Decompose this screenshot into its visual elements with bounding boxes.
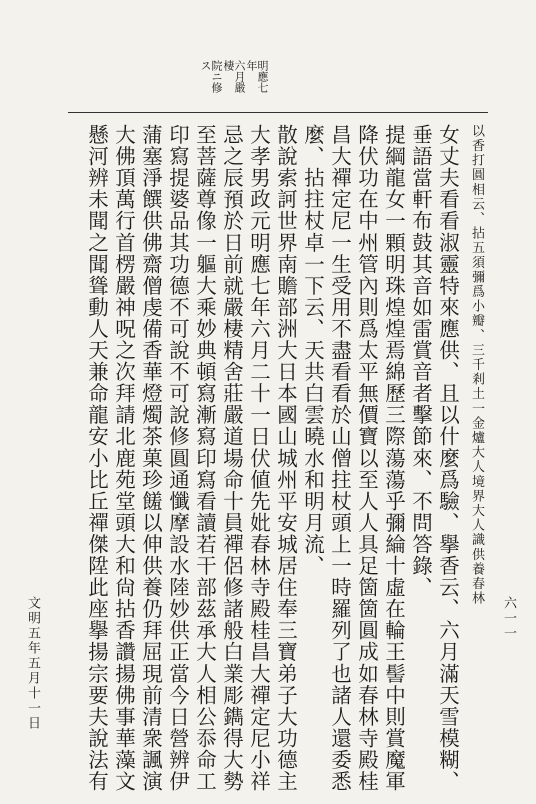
header-note-line: 六月嚴棲: [222, 60, 246, 93]
text-column: 女丈夫看看淑靈特來應供、且以什麼爲驗、擧香云、六月滿天雪模糊、: [435, 124, 460, 793]
text-column: 大孝男政元明應七年六月二十一日伏値先妣春林寺殿桂昌大禪定尼小祥: [246, 124, 271, 793]
header-note: [199, 60, 269, 100]
page-number: 六一一: [501, 596, 516, 641]
text-column: 蒲塞淨饌供佛齋僧虔備香華燈燭茶菓珍饈以伸供養仍拜屈現前清衆諷演: [138, 124, 163, 793]
text-column: 忌之辰預於日前就嚴棲精舍莊嚴道場命十員禪侶修諸般白業彫鐫得大勢: [219, 124, 244, 793]
text-column: 昌大禪定尼一生受用不盡看看於山僧拄杖頭上一時羅列了也諸人還委悉: [327, 124, 352, 793]
text-column: 提綱龍女一顆明珠煌煌焉綿歷三際蕩蕩乎彌綸十虛在輪王髻中則賞魔軍: [381, 124, 406, 793]
text-column: 垂語當軒布鼓其音如雷賞音者擊節來、不問答錄、: [408, 124, 433, 599]
text-column: 散說索訶世界南贍部洲大日本國山城州平安城居住奉三寶弟子大功德主: [273, 124, 298, 793]
text-column: 印寫提婆品其功德不可說不可說修圓通懺摩設水陸妙供正當今日營辨伊: [165, 124, 190, 793]
header-note-line: 院ニ修ス: [199, 60, 223, 93]
header-note-line: 明應七年: [245, 60, 269, 93]
text-column: 降伏功在中州管內則爲太平無價寶以至人人具足箇箇圓成如春林寺殿桂: [354, 124, 379, 793]
text-column: 以香打圓相云、拈五須彌爲小瓣、三千剎土一金爐大人境界大人識供養春林: [469, 124, 484, 606]
top-rule: [68, 112, 488, 113]
text-column: 懸河辨未聞之聞聳動人天兼命龍安小比丘禪傑陞此座擧揚宗要夫說法有: [84, 124, 109, 793]
text-column: 大佛頂萬行首楞嚴神呪之次拜請北鹿苑堂頭大和尙拈香讚揚佛事華藻文: [111, 124, 136, 793]
text-column: 麼、拈拄杖卓一下云、天共白雲曉水和明月流、: [300, 124, 325, 577]
footer-date: 文明五年五月十一日: [25, 596, 40, 731]
text-column: 至菩薩尊像一軀大乘妙典頓寫漸寫印寫看讀若干部茲承大人相公忝命工: [192, 124, 217, 793]
